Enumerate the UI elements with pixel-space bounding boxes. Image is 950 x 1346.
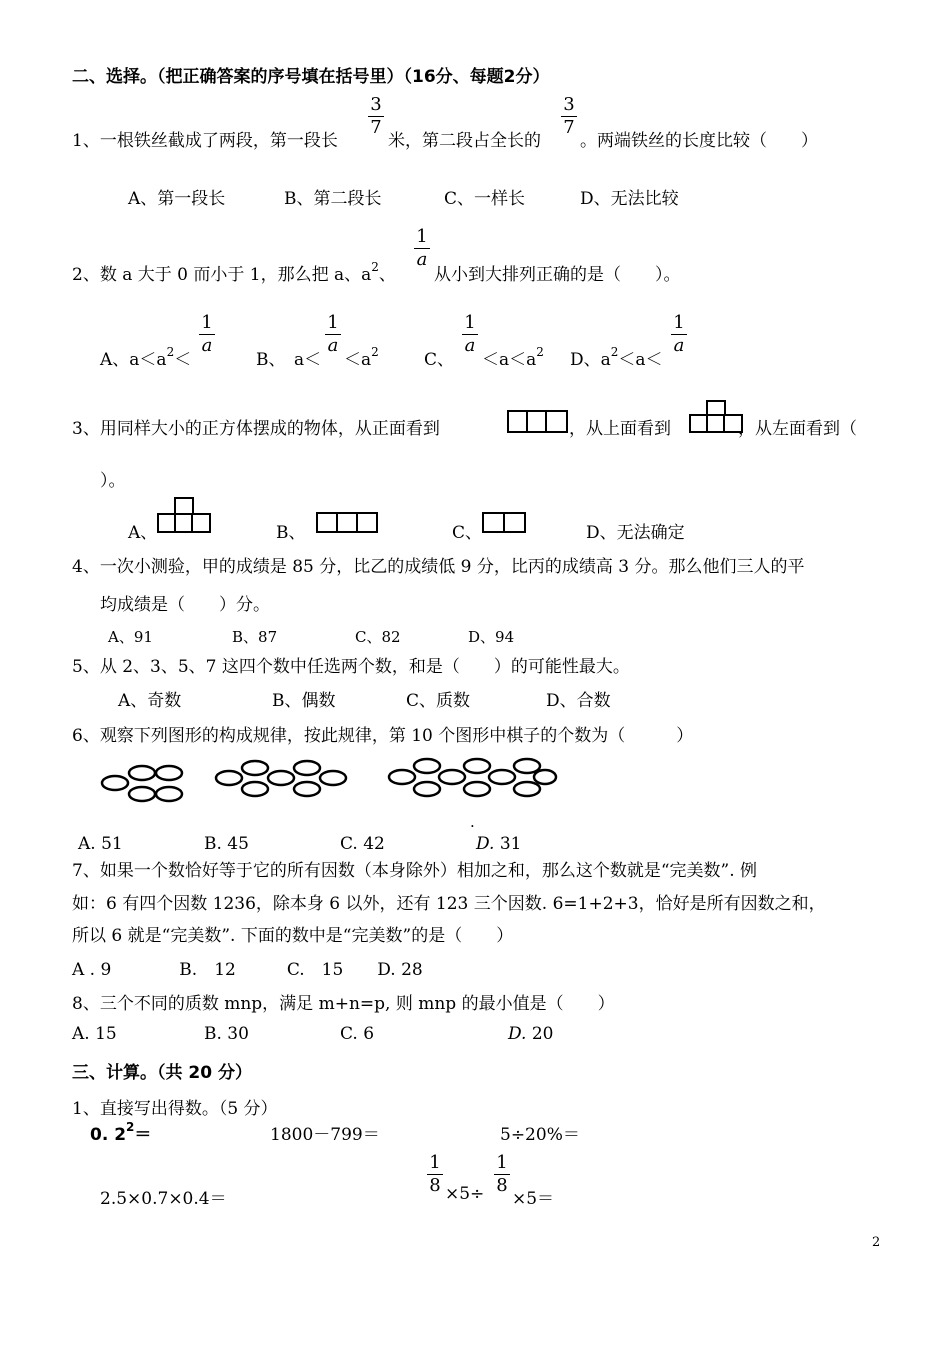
q2-option-a[interactable]: A、$a<a^2<$: [100, 345, 192, 370]
calc-item-3: 5÷20%＝: [500, 1125, 580, 1145]
q8-option-d[interactable]: D. 20: [508, 1024, 554, 1044]
q6-option-d[interactable]: D. 31: [476, 834, 522, 854]
q5-option-b[interactable]: B、偶数: [272, 691, 336, 711]
calc-item-5-end: ×5＝: [512, 1189, 555, 1209]
q2-option-b-fraction: 1 a: [325, 314, 341, 355]
q2-option-b-post: $<a^2$: [344, 345, 379, 370]
calc-item-1: 0. $2^2=$: [90, 1120, 152, 1145]
q2-text-c: 从小到大排列正确的是（ ）。: [434, 265, 681, 285]
q2-option-b-pre[interactable]: B、 a＜: [256, 350, 322, 370]
q3-option-c[interactable]: C、: [452, 523, 483, 543]
q1-option-b[interactable]: B、第二段长: [284, 189, 382, 209]
q7-line-2: 如：6 有四个因数 1236，除本身 6 以外，还有 123 三个因数. 6=1+2+3，恰好是所有因数之和，: [72, 894, 826, 914]
q4-line-1: 4、一次小测验，甲的成绩是 85 分，比乙的成绩低 9 分，比丙的成绩高 3 分。那么他们三人的平: [72, 557, 805, 577]
q1-text-c: 。两端铁丝的长度比较（ ）: [580, 131, 818, 151]
q1-text-b: 米，第二段占全长的: [388, 131, 541, 151]
q4-option-c[interactable]: C、82: [355, 628, 401, 646]
q1-text-a: 1、一根铁丝截成了两段，第一段长: [72, 131, 338, 151]
q1-option-d[interactable]: D、无法比较: [580, 189, 679, 209]
q3-option-b[interactable]: B、: [276, 523, 306, 543]
q8-text: 8、三个不同的质数 mnp，满足 m+n=p, 则 mnp 的最小值是（ ）: [72, 994, 615, 1014]
q6-option-a[interactable]: A. 51: [78, 834, 123, 854]
calc-item-5-fraction-1: 1 8: [427, 1154, 443, 1195]
q4-option-d[interactable]: D、94: [468, 628, 515, 646]
calc-item-5-fraction-2: 1 8: [494, 1154, 510, 1195]
q2-option-d[interactable]: D、$a^2<a<$: [570, 345, 663, 370]
q4-option-b[interactable]: B、87: [232, 628, 278, 646]
q1-option-a[interactable]: A、第一段长: [128, 189, 226, 209]
q7-line-1: 7、如果一个数恰好等于它的所有因数（本身除外）相加之和，那么这个数就是“完美数”. 例: [72, 861, 758, 881]
q4-line-2: 均成绩是（ ）分。: [100, 595, 270, 615]
q2-option-c-pre[interactable]: C、: [424, 350, 455, 370]
q8-option-a[interactable]: A. 15: [72, 1024, 117, 1044]
q6-dot: .: [470, 813, 475, 831]
q4-option-a[interactable]: A、91: [108, 628, 153, 646]
q3-option-a[interactable]: A、: [128, 523, 158, 543]
q5-option-c[interactable]: C、质数: [406, 691, 471, 711]
q5-text: 5、从 2、3、5、7 这四个数中任选两个数，和是（ ）的可能性最大。: [72, 657, 630, 677]
q2-option-c-post: $<a<a^2$: [482, 345, 544, 370]
q2-option-c-fraction: 1 a: [462, 314, 478, 355]
q2-fraction: 1 a: [414, 228, 430, 269]
page-number: 2: [872, 1235, 881, 1250]
q1-fraction-2: 3 7: [561, 96, 577, 137]
q8-option-c[interactable]: C. 6: [340, 1024, 375, 1044]
q6-text: 6、观察下列图形的构成规律，按此规律，第 10 个图形中棋子的个数为（ ）: [72, 726, 694, 746]
calc-item-4: 2.5×0.7×0.4＝: [100, 1189, 227, 1209]
q1-option-c[interactable]: C、一样长: [444, 189, 526, 209]
q2-text-a: 2、数 a 大于 0 而小于 1，那么把 a、$a^2$、: [72, 260, 396, 285]
q3-text-a: 3、用同样大小的正方体摆成的物体，从正面看到: [72, 419, 440, 439]
calc-item-2: 1800－799＝: [270, 1125, 380, 1145]
q7-line-3: 所以 6 就是“完美数”. 下面的数中是“完美数”的是（ ）: [72, 926, 514, 946]
q3-text-c: ，从左面看到（: [738, 419, 857, 439]
q3-text-b: ，从上面看到: [569, 419, 671, 439]
q7-options[interactable]: A . 9 B. 12 C. 15 D. 28: [72, 960, 423, 980]
q6-option-b[interactable]: B. 45: [204, 834, 249, 854]
calc-subheading: 1、直接写出得数。（5 分）: [72, 1099, 278, 1119]
section2-header: 二、选择。（把正确答案的序号填在括号里）（16分、每题2分）: [72, 67, 550, 87]
q1-fraction-1: 3 7: [368, 96, 384, 137]
q5-option-d[interactable]: D、合数: [546, 691, 611, 711]
q2-option-a-fraction: 1 a: [199, 314, 215, 355]
q2-option-d-fraction: 1 a: [671, 314, 687, 355]
q5-option-a[interactable]: A、奇数: [118, 691, 182, 711]
q8-option-b[interactable]: B. 30: [204, 1024, 249, 1044]
q3-text-d: ）。: [100, 471, 126, 491]
calc-item-5-mid: ×5÷: [445, 1184, 485, 1204]
q3-option-d[interactable]: D、无法确定: [586, 523, 685, 543]
q6-option-c[interactable]: C. 42: [340, 834, 385, 854]
section3-header: 三、计算。（共 20 分）: [72, 1063, 252, 1083]
q6-pattern-figure: [90, 752, 560, 808]
